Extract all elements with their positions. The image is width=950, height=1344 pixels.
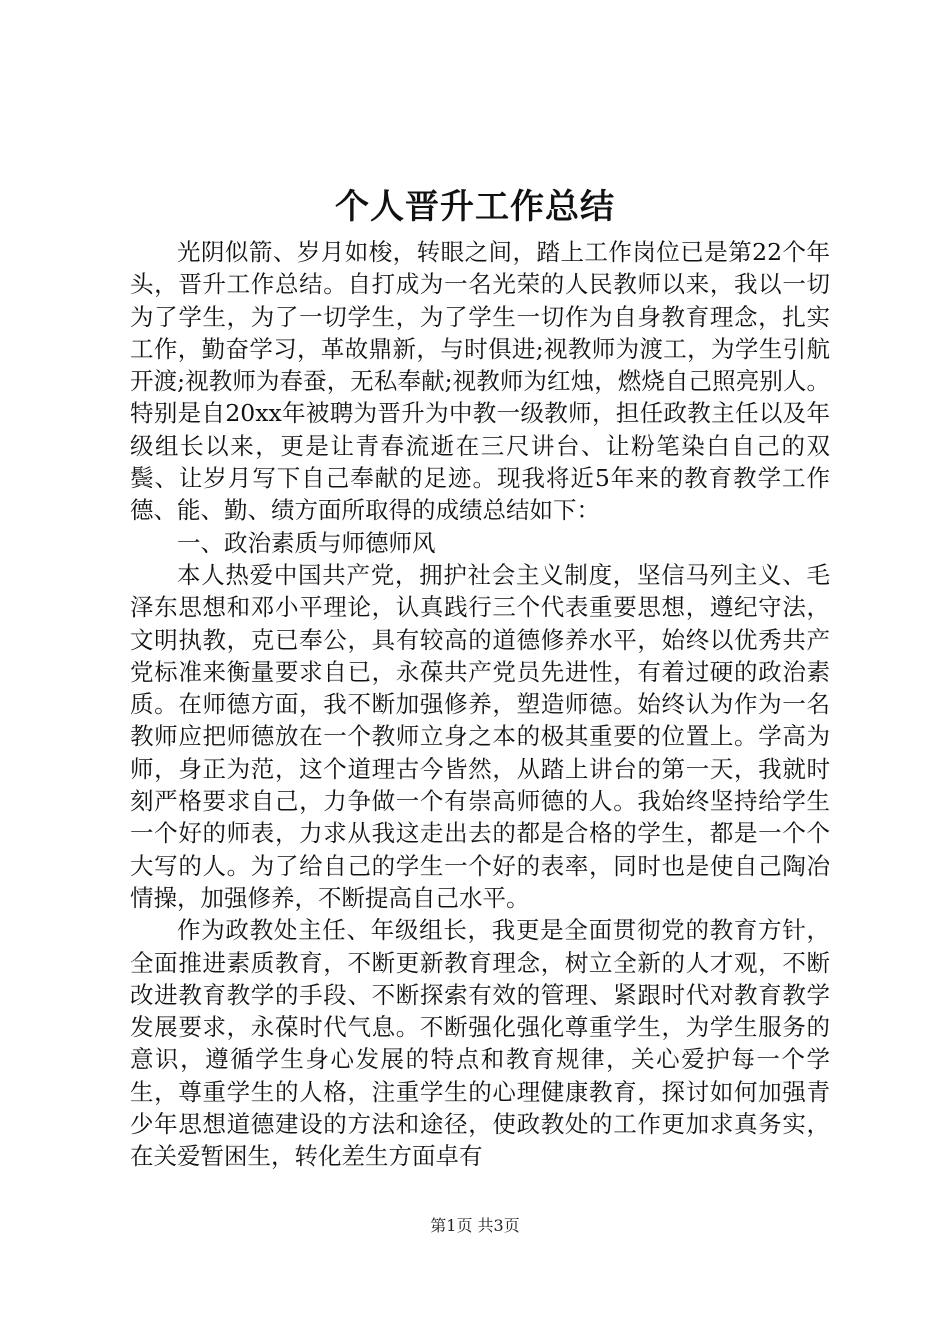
paragraph-intro: 光阴似箭、岁月如梭，转眼之间，踏上工作岗位已是第22个年头，晋升工作总结。自打成为一名光荣的人民教师以来，我以一切为了学生，为了一切学生，为了学生一切作为自身教育理念，扎实工作，勤奋学习，革故鼎新，与时俱进;视教师为渡工，为学生引航开渡;视教师为春蚕，无私奉献;视教师为红烛，燃烧自己照亮别人。特别是自20xx年被聘为晋升为中教一级教师，担任政教主任以及年级组长以来，更是让青春流逝在三尺讲台、让粉笔染白自己的双鬓、让岁月写下自己奉献的足迹。现我将近5年来的教育教学工作德、能、勤、绩方面所取得的成绩总结如下： [130, 238, 830, 525]
document-title: 个人晋升工作总结 [335, 187, 615, 227]
paragraph-political-quality: 本人热爱中国共产党，拥护社会主义制度，坚信马列主义、毛泽东思想和邓小平理论，认真践行三个代表重要思想，遵纪守法，文明执教，克已奉公，具有较高的道德修养水平，始终以优秀共产党标准来衡量要求自已，永葆共产党员先进性，有着过硬的政治素质。在师德方面，我不断加强修养，塑造师德。始终认为作为一名教师应把师德放在一个教师立身之本的极其重要的位置上。学高为师，身正为范，这个道理古今皆然，从踏上讲台的第一天，我就时刻严格要求自己，力争做一个有崇高师德的人。我始终坚持给学生一个好的师表，力求从我这走出去的都是合格的学生，都是一个个大写的人。为了给自己的学生一个好的表率，同时也是使自己陶冶情操，加强修养，不断提高自己水平。 [130, 560, 830, 912]
document-body [130, 236, 830, 1173]
section-heading-political-quality: 一、政治素质与师德师风 [177, 528, 436, 557]
paragraph-administrative-work: 作为政教处主任、年级组长，我更是全面贯彻党的教育方针，全面推进素质教育，不断更新教育理念，树立全新的人才观，不断改进教育教学的手段、不断探索有效的管理、紧跟时代对教育教学发展要求，永葆时代气息。不断强化强化尊重学生，为学生服务的意识，遵循学生身心发展的特点和教育规律，关心爱护每一个学生，尊重学生的人格，注重学生的心理健康教育，探讨如何加强青少年思想道德建设的方法和途径，使政教处的工作更加求真务实，在关爱暂困生，转化差生方面卓有 [130, 916, 830, 1171]
page-number-footer: 第1页 共3页 [430, 1216, 520, 1235]
